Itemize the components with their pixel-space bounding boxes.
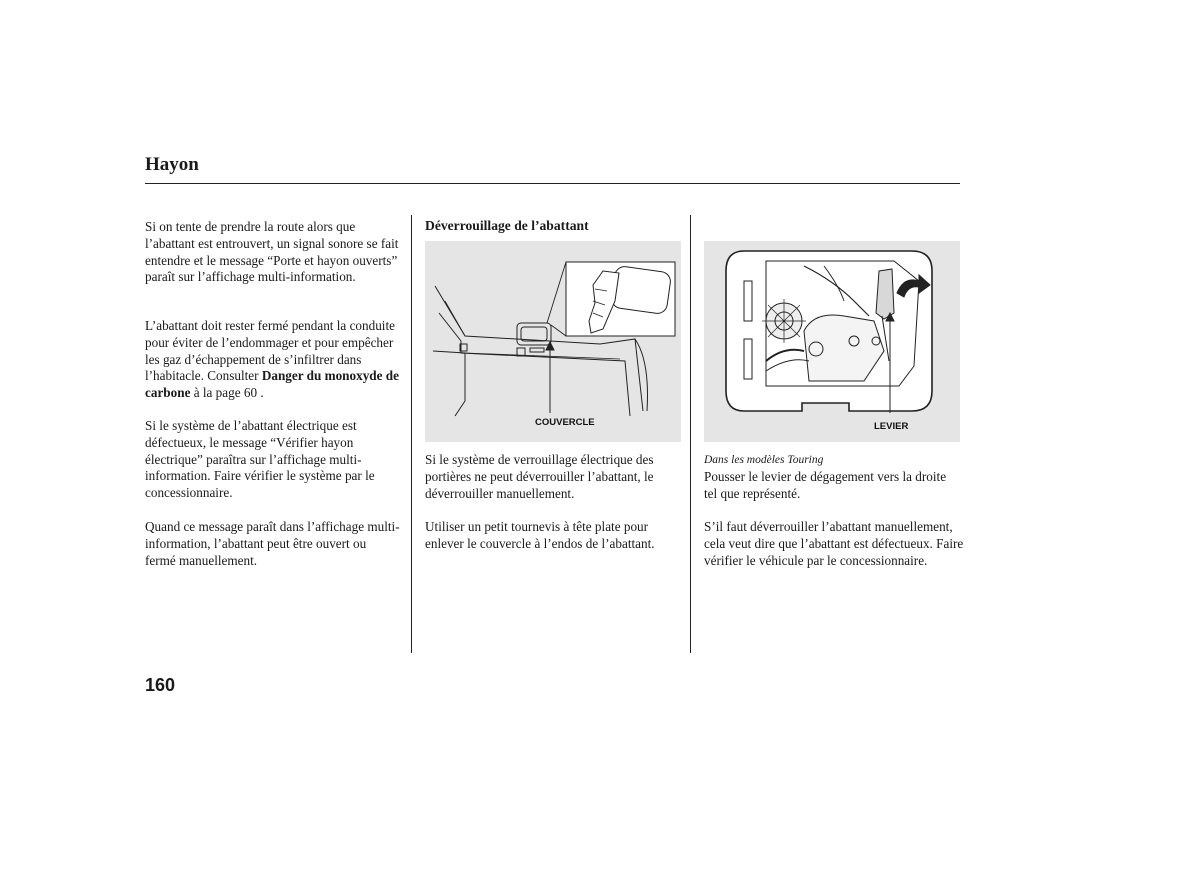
page-reference: à la page 60 . (190, 385, 264, 401)
manual-operation-paragraph: Quand ce message paraît dans l’affichage multi-information, l’abattant peut être ouvert ou fermé manuellement. (145, 519, 400, 568)
defect-paragraph: S’il faut déverrouiller l’abattant manuellement, cela veut dire que l’abattant est défectueux. Faire vérifier le véhicule par le concessionnaire. (704, 519, 964, 568)
column-divider-2 (690, 215, 691, 653)
push-lever-paragraph: Pousser le levier de dégagement vers la droite tel que représenté. (704, 469, 947, 501)
power-tailgate-fault-paragraph: Si le système de l’abattant électrique est défectueux, le message “Vérifier hayon électrique” paraîtra sur l’affichage multi-information. Faire vérifier le système par le concessionnaire. (145, 418, 375, 501)
manual-unlock-paragraph: Si le système de verrouillage électrique des portières ne peut déverrouiller l’abattant, le déverrouiller manuellement. (425, 452, 654, 501)
cover-illustration (425, 241, 681, 442)
ajar-warning-paragraph: Si on tente de prendre la route alors que l’abattant est entrouvert, un signal sonore se fait entendre et le message “Porte et hayon ouverts” paraît sur l’affichage multi-information. (145, 219, 399, 285)
lever-illustration (704, 241, 960, 442)
section-heading: Déverrouillage de l’abattant (425, 218, 589, 233)
lever-label: LEVIER (874, 421, 909, 432)
keep-closed-text: L’abattant doit rester fermé pendant la conduite pour éviter de l’endommager et pour empêcher les gaz d’échappement de s’infiltrer dans l’habitacle. Consulter (145, 318, 395, 384)
page-title: Hayon (145, 154, 199, 175)
tailgate-cover-drawing (425, 241, 681, 442)
page-number: 160 (145, 675, 176, 695)
screwdriver-paragraph: Utiliser un petit tournevis à tête plate pour enlever le couvercle à l’endos de l’abattant. (425, 519, 655, 551)
keep-closed-paragraph (145, 318, 400, 402)
cover-label: COUVERCLE (535, 417, 595, 428)
touring-caption: Dans les modèles Touring (704, 454, 824, 466)
column-divider-1 (411, 215, 412, 653)
release-lever-drawing (704, 241, 960, 442)
title-rule (145, 183, 960, 184)
carbon-monoxide-reference: Danger du monoxyde de carbone (145, 368, 399, 401)
